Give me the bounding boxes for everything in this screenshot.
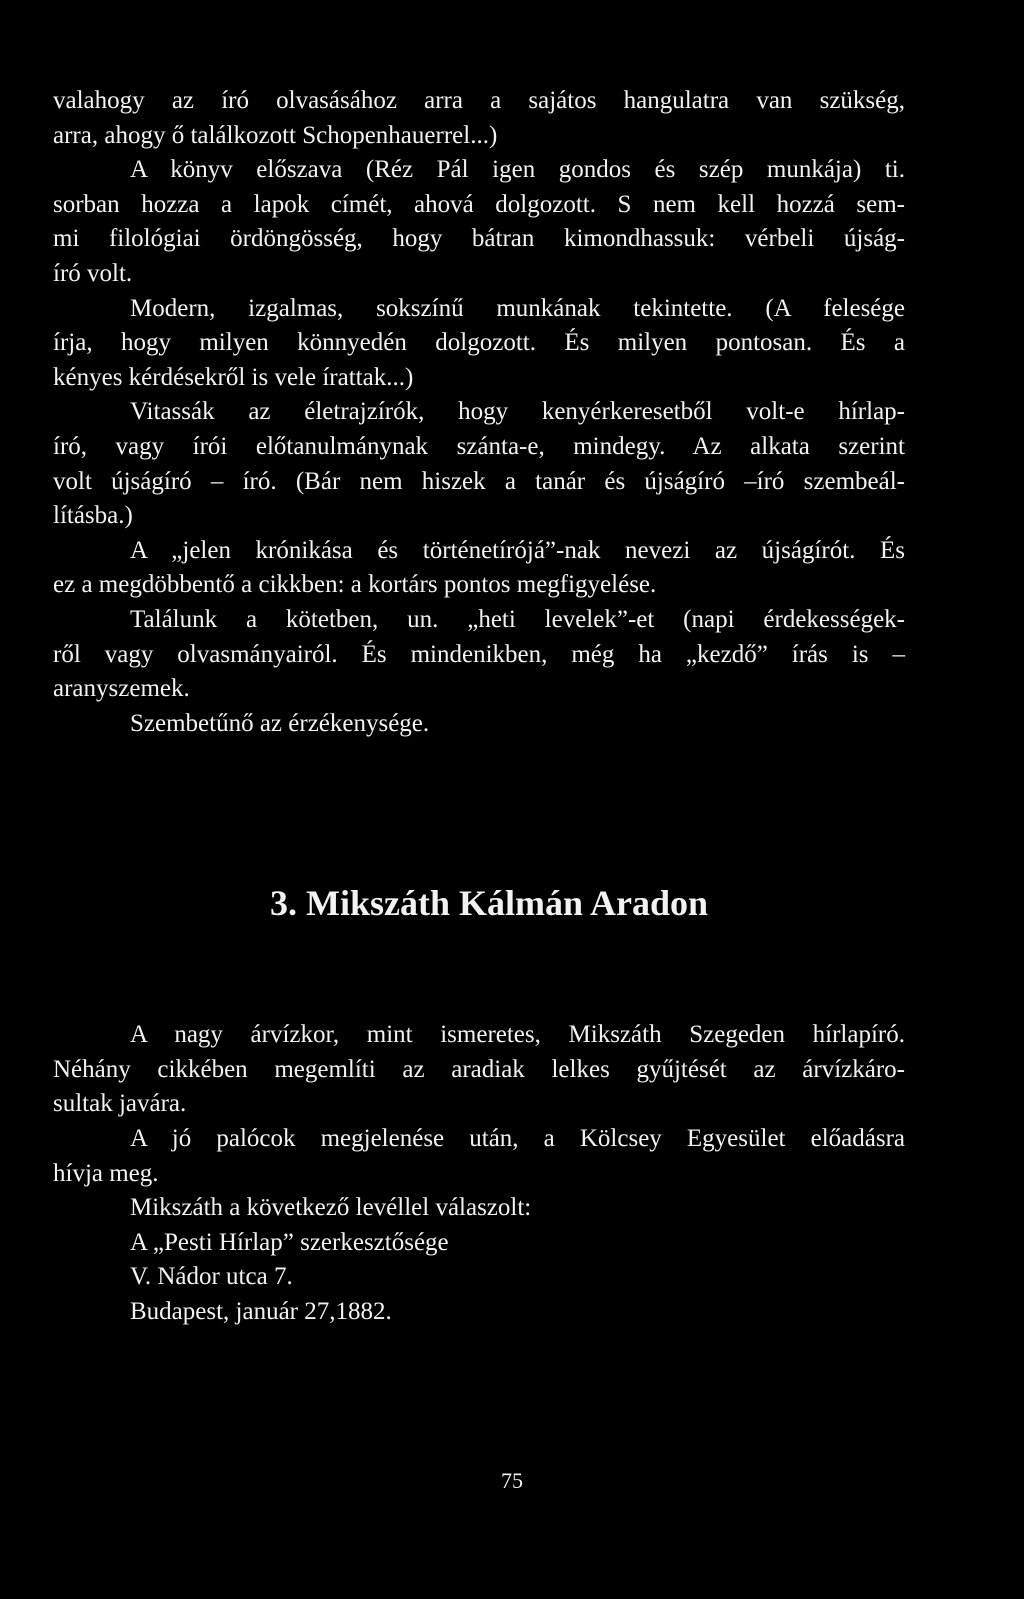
text-line: A nagy árvízkor, mint ismeretes, Mikszáth Szegeden hírlapíró. xyxy=(130,1021,905,1049)
text-line: sorban hozza a lapok címét, ahová dolgozott. S nem kell hozzá sem- xyxy=(53,190,905,218)
chapter-heading: 3. Mikszáth Kálmán Aradon xyxy=(269,883,709,924)
text-line: ez a megdöbbentő a cikkben: a kortárs pontos megfigyelése. xyxy=(53,571,657,599)
text-line: A könyv előszava (Réz Pál igen gondos és szép munkája) ti. xyxy=(130,156,905,184)
text-line: Néhány cikkében megemlíti az aradiak lelkes gyűjtését az árvízkáro- xyxy=(53,1055,905,1083)
page-body xyxy=(53,84,905,1330)
text-line: A jó palócok megjelenése után, a Kölcsey Egyesület előadásra xyxy=(130,1125,905,1153)
section-spacer xyxy=(53,925,905,1018)
text-line: aranyszemek. xyxy=(53,675,190,703)
text-line: Modern, izgalmas, sokszínű munkának tekintette. (A felesége xyxy=(130,294,905,322)
text-line: valahogy az író olvasásához arra a sajátos hangulatra van szükség, xyxy=(53,87,905,114)
text-line: volt újságíró – író. (Bár nem hiszek a tanár és újságíró –író szembeál- xyxy=(53,467,905,495)
text-line: kényes kérdésekről is vele írattak...) xyxy=(53,363,414,391)
text-line: A „jelen krónikása és történetírójá”-nak nevezi az újságírót. És xyxy=(130,536,905,564)
text-line: Találunk a kötetben, un. „heti levelek”-et (napi érdekességek- xyxy=(130,605,905,633)
text-block-1 xyxy=(53,84,905,741)
text-line: arra, ahogy ő találkozott Schopenhauerrel...) xyxy=(53,121,498,149)
text-line: mi filológiai ördöngösség, hogy bátran kimondhassuk: vérbeli újság- xyxy=(53,225,905,253)
text-line: Szembetűnő az érzékenysége. xyxy=(130,709,430,737)
text-line: író volt. xyxy=(53,259,133,287)
text-line: író, vagy írói előtanulmánynak szánta-e, mindegy. Az alkata szerint xyxy=(53,432,905,460)
text-line: A „Pesti Hírlap” szerkesztősége xyxy=(130,1228,449,1256)
text-line: Mikszáth a következő levéllel válaszolt: xyxy=(130,1194,532,1222)
text-line: sultak javára. xyxy=(53,1090,187,1118)
text-line: Budapest, január 27,1882. xyxy=(130,1298,392,1326)
page-number: 75 xyxy=(501,1468,523,1493)
text-line: lításba.) xyxy=(53,502,133,530)
text-line: V. Nádor utca 7. xyxy=(130,1263,293,1291)
text-block-2 xyxy=(53,1018,905,1329)
text-line: írja, hogy milyen könnyedén dolgozott. És milyen pontosan. És a xyxy=(53,329,905,357)
text-line: ről vagy olvasmányairól. És mindenikben, még ha „kezdő” írás is – xyxy=(53,640,905,668)
text-line: hívja meg. xyxy=(53,1159,159,1187)
section-spacer xyxy=(53,741,905,881)
text-line: Vitassák az életrajzírók, hogy kenyérkeresetből volt-e hírlap- xyxy=(130,398,905,426)
